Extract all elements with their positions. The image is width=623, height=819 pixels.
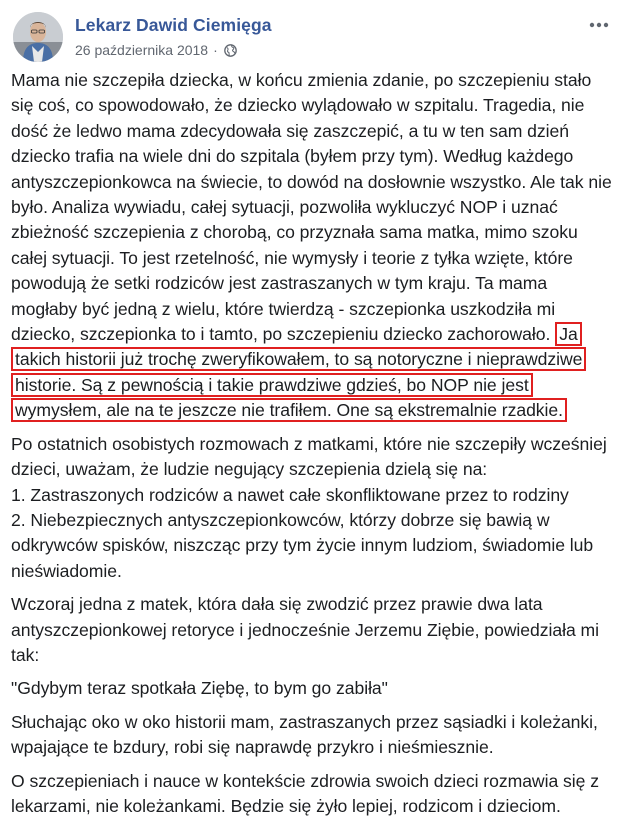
- more-options-icon[interactable]: [585, 11, 613, 39]
- list-item: 1. Zastraszonych rodziców a nawet całe skonfliktowane przez to rodziny: [11, 484, 569, 505]
- post-paragraph: O szczepieniach i nauce w kontekście zdrowia swoich dzieci rozmawia się z lekarzami, nie koleżankami. Będzie się żyło lepiej, rodzicom i dzieciom.: [11, 770, 599, 816]
- post-meta: [75, 42, 237, 58]
- globe-icon[interactable]: [224, 44, 237, 57]
- paragraph-text: Mama nie szczepiła dziecka, w końcu zmienia zdanie, po szczepieniu stało się coś, co spowodowało, że dziecko wylądowało w szpitalu. Tragedia, nie dość że ledwo mama zdecydowała się zaszczepić, a tu w ten sam dzień dziecko trafia na wiele dni do szpitala (byłem przy tym). Według każdego antyszczepionkowca na świecie, to dowód na dosłownie wszystko. Ale tak nie było. Analiza wywiadu, całej sytuacji, pozwoliła wykluczyć NOP i uznać zbieżność szczepienia z chorobą, co przyznała sama matka, mimo szoku całej sytuacji. To jest rzetelność, nie wymysły i teorie z tyłka wzięte, które powodują że setki rodziców jest zastraszanych w tym kraju. Ta mama mogłaby być jedną z wielu, które twierdzą - szczepionka uszkodziła mi dziecko, szczepionka to i tamto, po szczepieniu dziecko zachorowało.: [11, 70, 612, 345]
- post-paragraph: [11, 432, 617, 584]
- author-name[interactable]: Lekarz Dawid Ciemięga: [75, 15, 272, 35]
- list-item: 2. Niebezpiecznych antyszczepionkowców, którzy dobrze się bawią w odkrywców spisków, niszcząc przy tym życie innym ludziom, świadomie lub nieświadomie.: [11, 509, 594, 581]
- paragraph-text: Po ostatnich osobistych rozmowach z matkami, które nie szczepiły wcześniej dzieci, uważam, że ludzie negujący szczepienia dzielą się na:: [11, 433, 607, 480]
- post-paragraph: Wczoraj jedna z matek, która dała się zwodzić przez prawie dwa lata antyszczepionkowej retoryce i jednocześnie Jerzemu Ziębie, powiedziała mi tak:: [11, 594, 599, 665]
- post-quote: "Gdybym teraz spotkała Ziębę, to bym go zabiła": [11, 678, 388, 699]
- post-body: [11, 68, 617, 819]
- avatar-image: [13, 12, 63, 62]
- meta-separator: ·: [213, 42, 218, 58]
- post-paragraph: Słuchając oko w oko historii mam, zastraszanych przez sąsiadki i koleżanki, wpajające te bzdury, robi się naprawdę przykro i nieśmiesznie.: [11, 711, 598, 758]
- highlighted-text: Ja takich historii już trochę zweryfikowałem, to są notoryczne i nieprawdziwe historie. Są z pewnością i takie prawdziwe gdzieś, bo NOP nie jest wymysłem, ale na te jeszcze nie trafiłem. One są ekstremalnie rzadkie.: [11, 322, 586, 422]
- post-header: [13, 11, 623, 63]
- post-date[interactable]: 26 października 2018: [75, 42, 209, 58]
- post-paragraph: [11, 68, 617, 424]
- author-avatar[interactable]: [13, 12, 63, 62]
